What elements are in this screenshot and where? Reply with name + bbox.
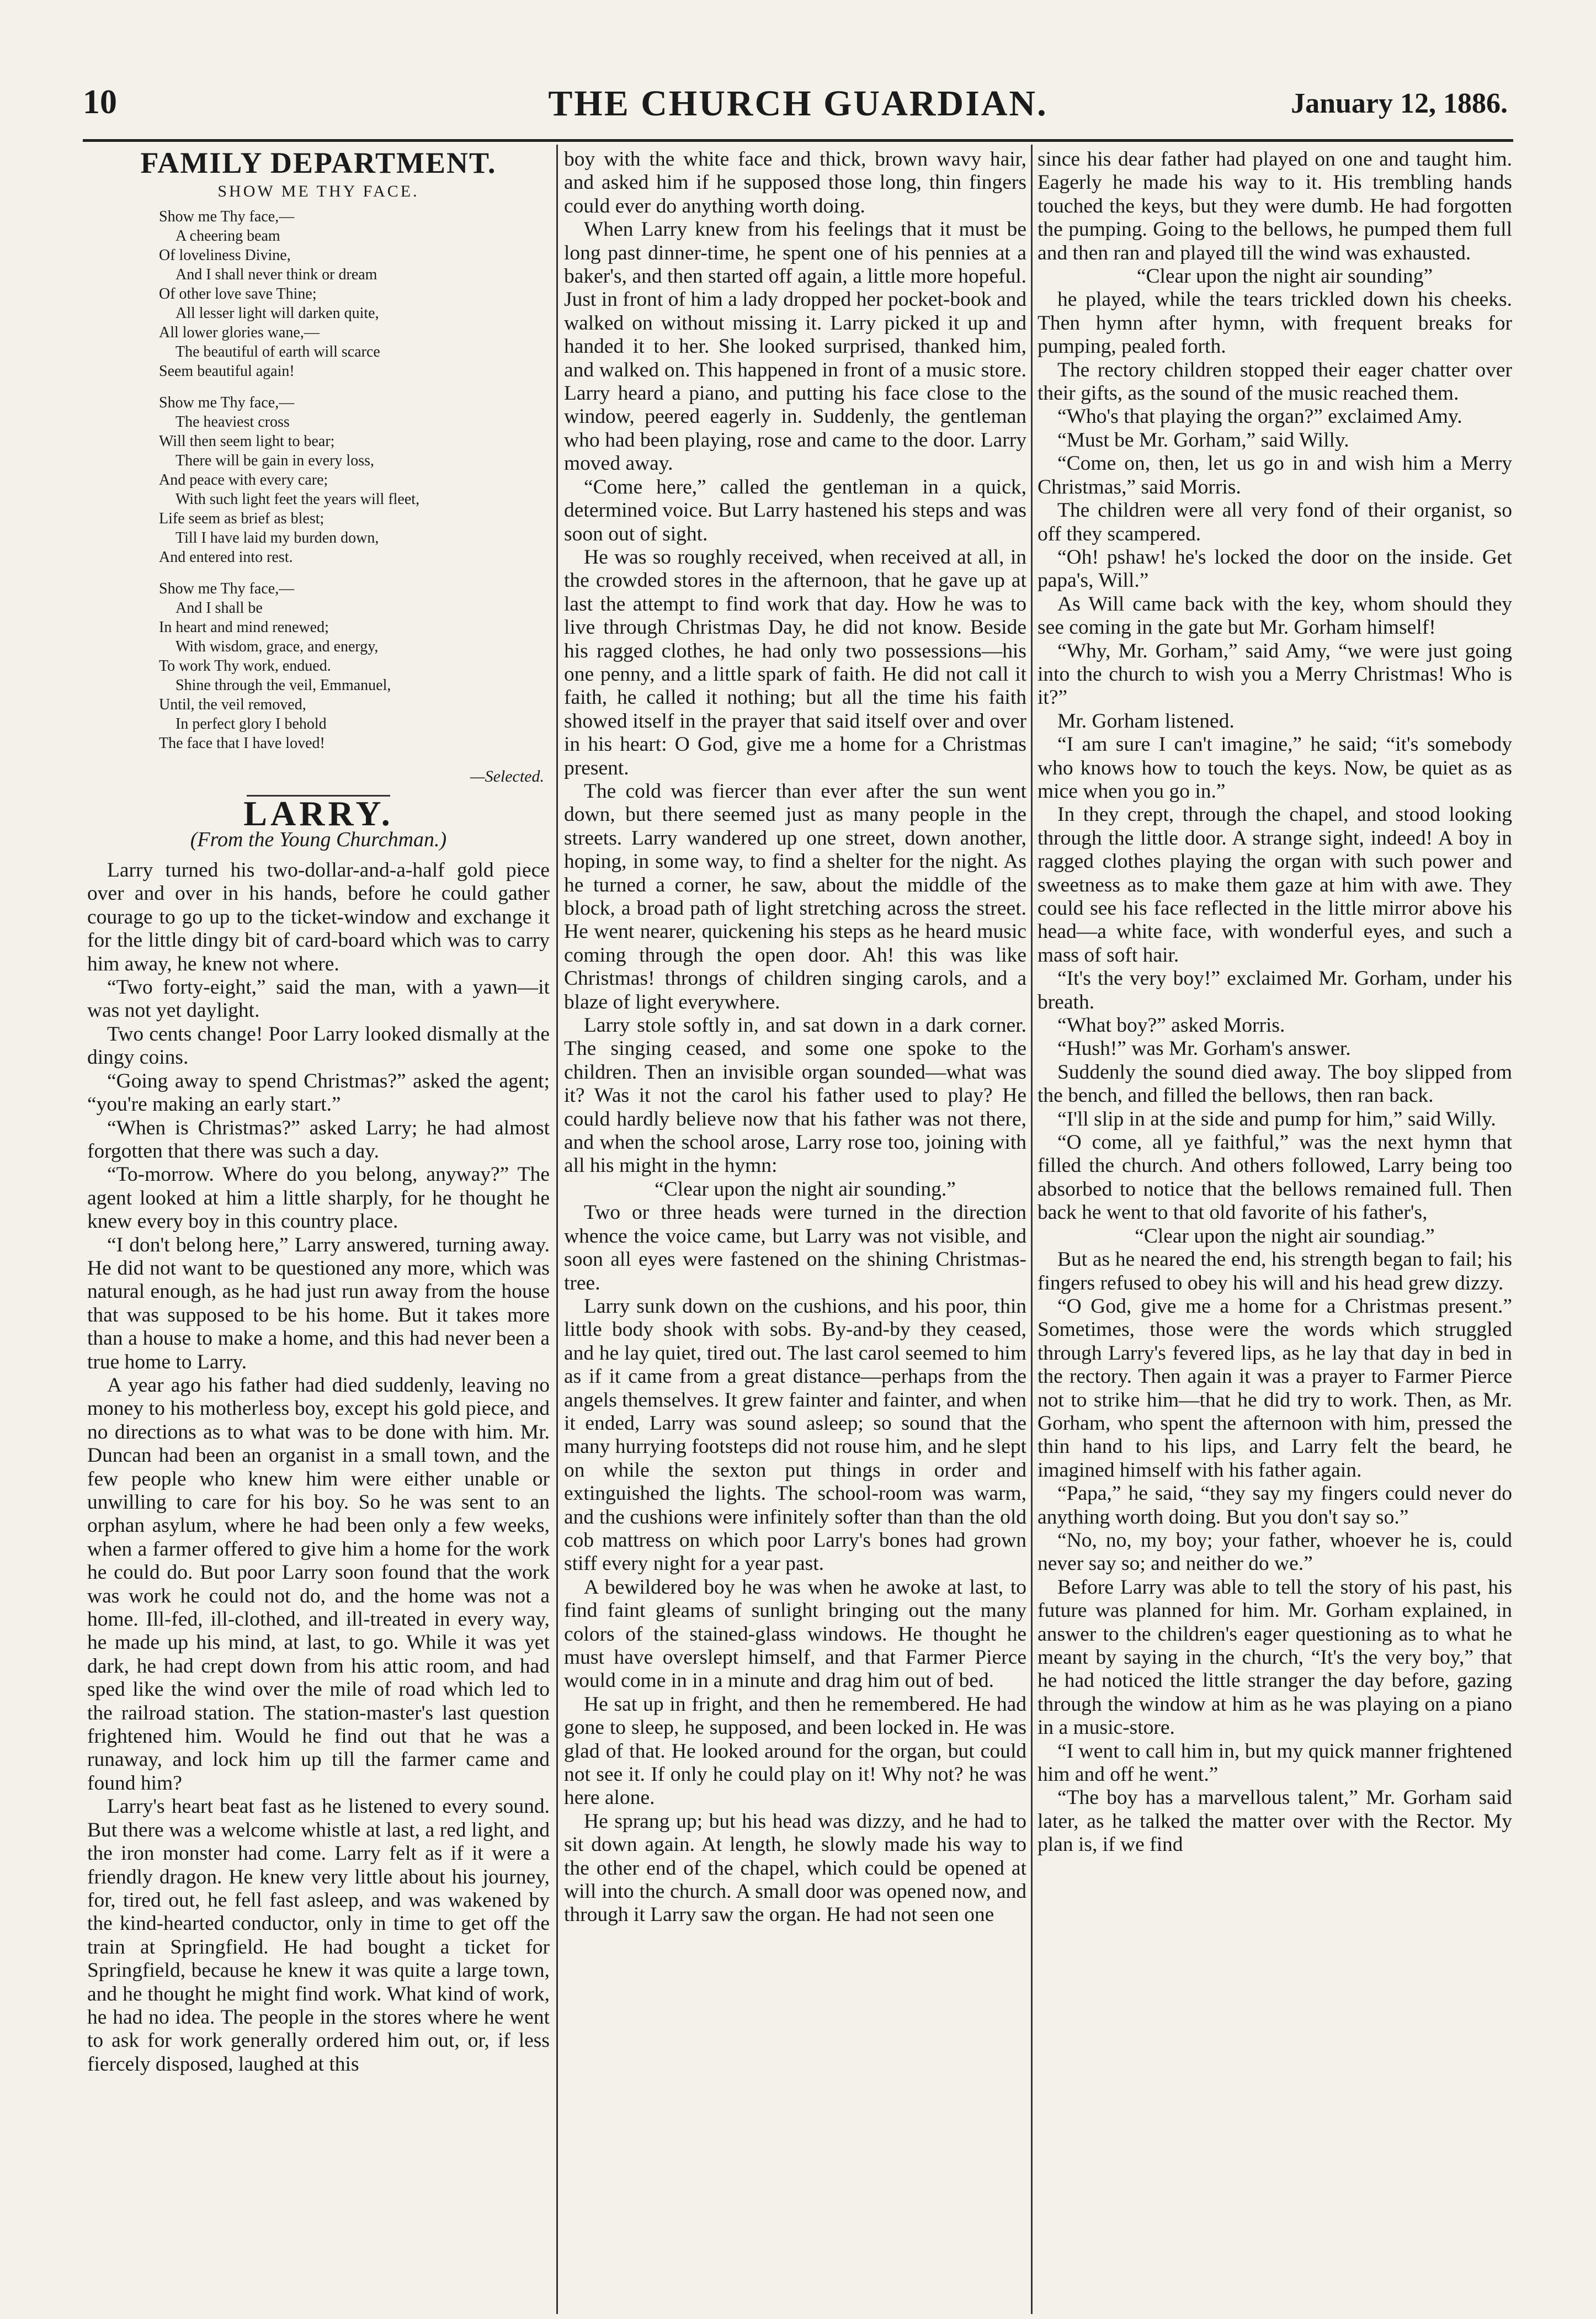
poem-line: The face that I have loved! [159, 734, 325, 752]
paragraph: “When is Christmas?” asked Larry; he had almost forgotten that there was such a day. [87, 1116, 550, 1163]
poem-stanza [159, 207, 550, 381]
poem-line: The heaviest cross [175, 413, 290, 431]
poem-line: Show me Thy face,— [159, 394, 295, 411]
poem-line: All lower glories wane,— [159, 323, 320, 341]
paragraph: Suddenly the sound died away. The boy slipped from the bench, and filled the bellows, then ran back. [1038, 1060, 1512, 1107]
poem-line: And I shall never think or dream [175, 266, 377, 283]
poem-line: There will be gain in every loss, [175, 452, 375, 469]
poem-credit: —Selected. [470, 767, 544, 786]
masthead [0, 83, 1596, 132]
paragraph: “I went to call him in, but my quick manner frightened him and off he went.” [1038, 1739, 1512, 1786]
poem-line: Life seem as brief as blest; [159, 510, 324, 527]
paragraph: “Oh! pshaw! he's locked the door on the inside. Get papa's, Will.” [1038, 545, 1512, 592]
masthead-rule [83, 139, 1513, 142]
poem-line: And peace with every care; [159, 471, 328, 489]
poem-line: Till I have laid my burden down, [175, 529, 379, 546]
poem-line: Seem beautiful again! [159, 362, 295, 380]
paragraph: “To-morrow. Where do you belong, anyway?” The agent looked at him a little sharply, for he thought he knew every boy in this country place. [87, 1163, 550, 1233]
paragraph: “The boy has a marvellous talent,” Mr. Gorham said later, as he talked the matter over with the Rector. My plan is, if we find [1038, 1786, 1512, 1856]
paragraph: Mr. Gorham listened. [1057, 709, 1235, 733]
paragraph: He sprang up; but his head was dizzy, and he had to sit down again. At length, he slowly made his way to the other end of the chapel, which could be opened at will into the church. A small door was opened now, and through it Larry saw the organ. He had not seen one [564, 1809, 1026, 1927]
paragraph: The cold was fiercer than ever after the sun went down, but there seemed just as many people in the streets. Larry wandered up one street, down another, hoping, in some way, to find a shelter for the night. As he turned a corner, he saw, about the middle of the block, a broad path of light stretching across the street. He went nearer, quickening his steps as he heard music coming through the open door. Ah! this was like Christmas! throngs of children singing carols, and a blaze of light everywhere. [564, 779, 1026, 1013]
poem-stanza [159, 579, 550, 753]
poem-line: Until, the veil removed, [159, 696, 306, 713]
story-body [564, 148, 1026, 1927]
column-divider [1031, 145, 1033, 2314]
newspaper-title: THE CHURCH GUARDIAN. [548, 83, 1048, 124]
column-3 [1038, 148, 1512, 2312]
paragraph: “Clear upon the night air sounding” [1136, 265, 1433, 288]
paragraph: he played, while the tears trickled down his cheeks. Then hymn after hymn, with frequent breaks for pumping, pealed forth. [1038, 288, 1512, 358]
page-number: 10 [83, 83, 117, 121]
paragraph: “I am sure I can't imagine,” he said; “it's somebody who knows how to touch the keys. Now, be quiet as as mice when you go in.” [1038, 733, 1512, 803]
poem-line: In heart and mind renewed; [159, 618, 329, 636]
paragraph: “Two forty-eight,” said the man, with a yawn—it was not yet daylight. [87, 976, 550, 1022]
poem-line: To work Thy work, endued. [159, 657, 331, 675]
paragraph: A bewildered boy he was when he awoke at last, to find faint gleams of sunlight bringing out the many colors of the stained-glass windows. He thought he must have overslept himself, and that Farmer Pierce would come in in a minute and drag him out of bed. [564, 1575, 1026, 1692]
paragraph: But as he neared the end, his strength began to fail; his fingers refused to obey his will and his head grew dizzy. [1038, 1248, 1512, 1294]
poem-line: And entered into rest. [159, 548, 293, 566]
poem-line: Will then seem light to bear; [159, 432, 335, 450]
poem-line: A cheering beam [175, 227, 280, 245]
story-title: LARRY. [243, 794, 393, 834]
paragraph: “It's the very boy!” exclaimed Mr. Gorham, under his breath. [1038, 967, 1512, 1013]
issue-date: January 12, 1886. [1291, 88, 1508, 119]
paragraph: A year ago his father had died suddenly, leaving no money to his motherless boy, except his gold piece, and no directions as to what was to be done with him. Mr. Duncan had been an organist in a small town, and the few people who knew him were either unable or unwilling to care for his boy. So he was sent to an orphan asylum, where he had been only a few weeks, when a farmer offered to give him a home for the work he could do. But poor Larry soon found that the work was work he could not do, and the home was not a home. Ill-fed, ill-clothed, and ill-treated in every way, he made up his mind, at last, to go. While it was yet dark, he had crept down from his attic room, and had sped like the wind over the mile of road which led to the railroad station. The station-master's last question frightened him. Would he find out that he was a runaway, and lock him up till the farmer came and found him? [87, 1373, 550, 1795]
paragraph: since his dear father had played on one and taught him. Eagerly he made his way to it. His trembling hands touched the keys, but they were dumb. He had forgotten the pumping. Going to the bellows, he pumped them full and then ran and played till the wind was exhausted. [1038, 148, 1512, 264]
paragraph: “No, no, my boy; your father, whoever he is, could never say so; and neither do we.” [1038, 1529, 1512, 1575]
story-body [1038, 148, 1512, 1857]
paragraph: As Will came back with the key, whom should they see coming in the gate but Mr. Gorham himself! [1038, 592, 1512, 639]
poem-line: Show me Thy face,— [159, 208, 295, 225]
poem-line: With wisdom, grace, and energy, [175, 638, 379, 655]
poem-line: And I shall be [175, 599, 263, 617]
poem-line: In perfect glory I behold [175, 715, 327, 733]
column-2 [564, 148, 1026, 2312]
paragraph: “I don't belong here,” Larry answered, turning away. He did not want to be questioned any more, which was natural enough, as he had just run away from the house that was supposed to be his home. But it takes more than a house to make a home, and this had never been a true home to Larry. [87, 1233, 550, 1373]
paragraph: “Why, Mr. Gorham,” said Amy, “we were just going into the church to wish you a Merry Christmas! Who is it?” [1038, 639, 1512, 709]
story-body [87, 859, 550, 2076]
paragraph: “Clear upon the night air sounding.” [655, 1177, 956, 1201]
paragraph: “Hush!” was Mr. Gorham's answer. [1057, 1037, 1351, 1060]
poem-line: The beautiful of earth will scarce [175, 343, 380, 360]
paragraph: “Must be Mr. Gorham,” said Willy. [1057, 428, 1349, 452]
paragraph: “What boy?” asked Morris. [1057, 1014, 1285, 1037]
paragraph: Larry sunk down on the cushions, and his poor, thin little body shook with sobs. By-and-by they ceased, and he lay quiet, tired out. The last carol seemed to him as if it came from a great distance—perhaps from the angels themselves. It grew fainter and fainter, and when it ended, Larry was sound asleep; so sound that the many hurrying footsteps did not rouse him, and he slept on while the sexton put things in order and extinguished the lights. The school-room was warm, and the cushions were infinitely softer than than the old cob mattress on which poor Larry's bones had grown stiff every night for a year past. [564, 1294, 1026, 1575]
poem-title: SHOW ME THY FACE. [217, 182, 419, 201]
paragraph: “Going away to spend Christmas?” asked the agent; “you're making an early start.” [87, 1069, 550, 1116]
paragraph: He was so roughly received, when received at all, in the crowded stores in the afternoon, that he gave up at last the attempt to find work that day. How he was to live through Christmas Day, he did not know. Beside his ragged clothes, he had only two possessions—his one penny, and a little spark of faith. He did not call it faith, he called it nothing; but all the time his faith showed itself in the prayer that said itself over and over in his heart: O God, give me a home for a Christmas present. [564, 545, 1026, 779]
paragraph: Two cents change! Poor Larry looked dismally at the dingy coins. [87, 1022, 550, 1069]
paragraph: “O God, give me a home for a Christmas present.” Sometimes, those were the words which struggled through Larry's fevered lips, as he lay that day in bed in the rectory. Then again it was a prayer to Farmer Pierce not to strike him—that he did try to work. Then, as Mr. Gorham, who spent the afternoon with him, pressed the thin hand to his lips, and Larry felt the beard, he imagined himself with his father again. [1038, 1294, 1512, 1482]
column-divider [556, 145, 558, 2314]
paragraph: Larry turned his two-dollar-and-a-half gold piece over and over in his hands, before he could gather courage to go up to the ticket-window and exchange it for the little dingy bit of card-board which was to carry him away, he knew not where. [87, 859, 550, 975]
paragraph: “Come here,” called the gentleman in a quick, determined voice. But Larry hastened his steps and was soon out of sight. [564, 475, 1026, 545]
paragraph: Two or three heads were turned in the direction whence the voice came, but Larry was not visible, and soon all eyes were fastened on the shining Christmas-tree. [564, 1201, 1026, 1294]
paragraph: “Papa,” he said, “they say my fingers could never do anything worth doing. But you don't say so.” [1038, 1482, 1512, 1529]
poem-line: With such light feet the years will fleet, [175, 490, 420, 508]
poem [87, 207, 550, 753]
paragraph: He sat up in fright, and then he remembered. He had gone to sleep, he supposed, and been locked in. He was glad of that. He looked around for the organ, but could not see it. If only he could play on it! Why not? he was here alone. [564, 1692, 1026, 1809]
section-heading: FAMILY DEPARTMENT. [140, 148, 497, 179]
column-1 [87, 148, 550, 2312]
paragraph: “Who's that playing the organ?” exclaimed Amy. [1057, 405, 1462, 428]
paragraph: The children were all very fond of their organist, so off they scampered. [1038, 499, 1512, 545]
poem-line: Show me Thy face,— [159, 580, 295, 597]
story-source: (From the Young Churchman.) [190, 827, 447, 851]
paragraph: “Clear upon the night air soundiag.” [1135, 1224, 1435, 1248]
paragraph: “Come on, then, let us go in and wish him a Merry Christmas,” said Morris. [1038, 452, 1512, 498]
paragraph: Larry stole softly in, and sat down in a dark corner. The singing ceased, and some one spoke to the children. Then an invisible organ sounded—what was it? Was it not the carol his father used to play? He could hardly believe now that his father was not there, and when the school arose, Larry rose too, joining with all his might in the hymn: [564, 1014, 1026, 1177]
paragraph: When Larry knew from his feelings that it must be long past dinner-time, he spent one of his pennies at a baker's, and then started off again, a little more hopeful. Just in front of him a lady dropped her pocket-book and walked on without missing it. Larry picked it up and handed it to her. She looked surprised, thanked him, and walked on. This happened in front of a music store. Larry heard a piano, and putting his face close to the window, peered eagerly in. Suddenly, the gentleman who had been playing, rose and came to the door. Larry moved away. [564, 218, 1026, 475]
paragraph: In they crept, through the chapel, and stood looking through the little door. A strange sight, indeed! A boy in ragged clothes playing the organ with such power and sweetness as to make them gaze at him with awe. They could see his face reflected in the little mirror above his head—a white face, with wonderful eyes, and such a mass of soft hair. [1038, 803, 1512, 967]
poem-line: Shine through the veil, Emmanuel, [175, 676, 391, 694]
paragraph: Larry's heart beat fast as he listened to every sound. But there was a welcome whistle at last, a red light, and the iron monster had come. Larry felt as if it were a friendly dragon. He knew very little about his journey, for, tired out, he fell fast asleep, and was wakened by the kind-hearted conductor, only in time to get off the train at Springfield. He had bought a ticket for Springfield, because he knew it was quite a large town, and he thought he might find work. What kind of work, he had no idea. The people in the stores where he went to ask for work generally ordered him out, or, if less fiercely disposed, laughed at this [87, 1795, 550, 2076]
paragraph: Before Larry was able to tell the story of his past, his future was planned for him. Mr. Gorham explained, in answer to the children's eager questioning as to what he meant by saying in the church, “It's the very boy,” that he had noticed the little stranger the day before, gazing through the window at him as he was playing on a piano in a music-store. [1038, 1575, 1512, 1739]
poem-line: All lesser light will darken quite, [175, 304, 379, 322]
poem-line: Of other love save Thine; [159, 285, 317, 303]
paragraph: The rectory children stopped their eager chatter over their gifts, as the sound of the music reached them. [1038, 358, 1512, 405]
paragraph: boy with the white face and thick, brown wavy hair, and asked him if he supposed those long, thin fingers could ever do anything worth doing. [564, 148, 1026, 217]
poem-line: Of loveliness Divine, [159, 246, 291, 264]
paragraph: “O come, all ye faithful,” was the next hymn that filled the church. And others followed, Larry being too absorbed to notice that the bellows remained full. Then back he went to that old favorite of his father's, [1038, 1131, 1512, 1224]
paragraph: “I'll slip in at the side and pump for him,” said Willy. [1057, 1107, 1496, 1131]
poem-stanza [159, 393, 550, 567]
